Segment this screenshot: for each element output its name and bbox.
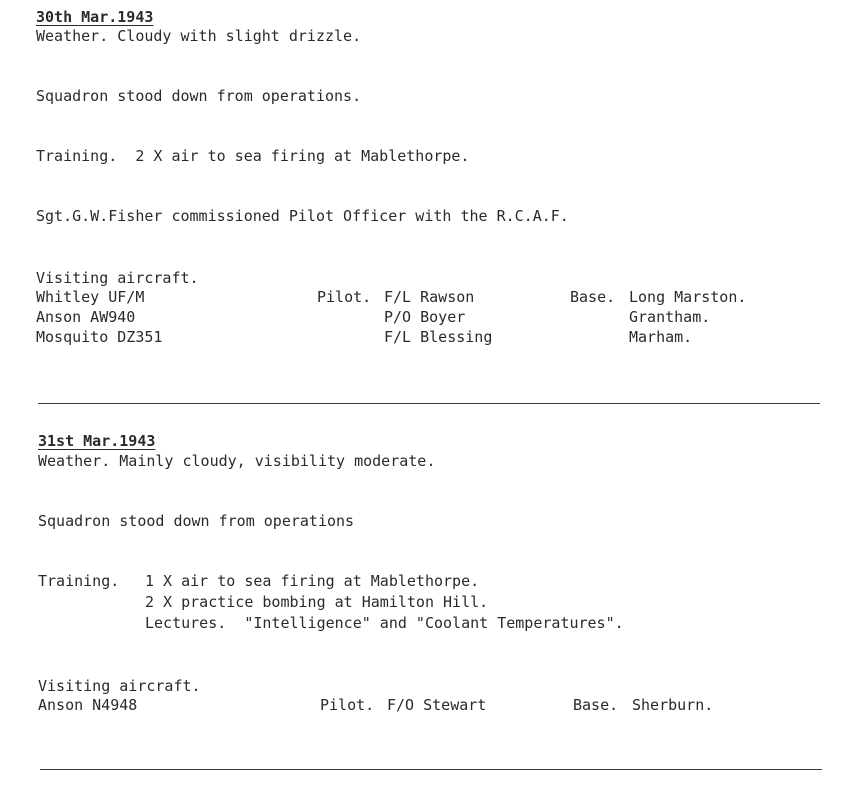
pilot-label: Pilot. — [317, 288, 372, 306]
section-divider — [40, 769, 822, 770]
training-line: 2 X practice bombing at Hamilton Hill. — [145, 593, 489, 611]
base-name: Marham. — [629, 328, 693, 346]
visiting-heading: Visiting aircraft. — [38, 677, 201, 695]
base-name: Sherburn. — [632, 696, 714, 714]
weather-line: Weather. Mainly cloudy, visibility moderate. — [38, 452, 436, 470]
entry-date: 30th Mar.1943 — [36, 8, 154, 26]
aircraft-name: Anson AW940 — [36, 308, 136, 326]
weather-line: Weather. Cloudy with slight drizzle. — [36, 27, 362, 45]
base-name: Long Marston. — [629, 288, 747, 306]
pilot-name: F/L Blessing — [384, 328, 493, 346]
base-label: Base. — [573, 696, 619, 714]
aircraft-name: Anson N4948 — [38, 696, 138, 714]
base-label: Base. — [570, 288, 616, 306]
section-divider — [38, 403, 820, 404]
training-line: 1 X air to sea firing at Mablethorpe. — [145, 572, 480, 590]
training-line: Training. 2 X air to sea firing at Mablethorpe. — [36, 147, 470, 165]
training-line: Lectures. "Intelligence" and "Coolant Temperatures". — [145, 614, 624, 632]
aircraft-name: Whitley UF/M — [36, 288, 145, 306]
operations-line: Squadron stood down from operations — [38, 512, 355, 530]
base-name: Grantham. — [629, 308, 711, 326]
visiting-heading: Visiting aircraft. — [36, 269, 199, 287]
pilot-name: F/O Stewart — [387, 696, 487, 714]
pilot-label: Pilot. — [320, 696, 375, 714]
commission-note: Sgt.G.W.Fisher commissioned Pilot Officer with the R.C.A.F. — [36, 207, 569, 225]
training-label: Training. — [38, 572, 120, 590]
pilot-name: F/L Rawson — [384, 288, 475, 306]
entry-date: 31st Mar.1943 — [38, 432, 156, 450]
aircraft-name: Mosquito DZ351 — [36, 328, 163, 346]
pilot-name: P/O Boyer — [384, 308, 466, 326]
operations-line: Squadron stood down from operations. — [36, 87, 362, 105]
